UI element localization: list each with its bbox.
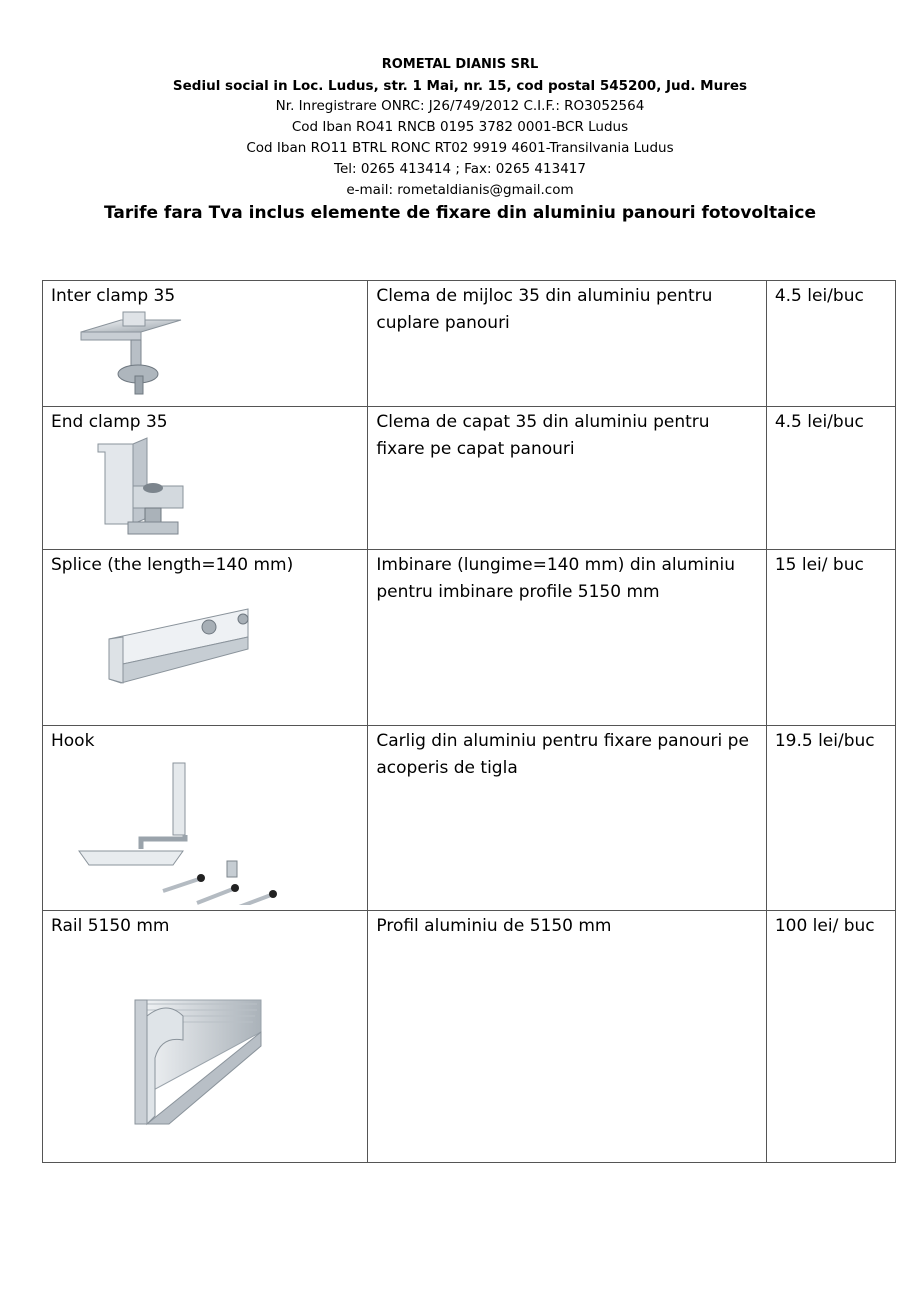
price-cell (766, 281, 895, 407)
product-name: End clamp 35 (51, 412, 168, 432)
price-cell (766, 726, 895, 911)
product-price-table (42, 280, 896, 1163)
product-price: 15 lei/ buc (774, 555, 864, 575)
product-price: 19.5 lei/buc (774, 731, 875, 751)
product-description: Profil aluminiu de 5150 mm (376, 916, 612, 936)
company-iban-1: Cod Iban RO41 RNCB 0195 3782 0001-BCR Ludus (291, 119, 629, 135)
company-registration: Nr. Inregistrare ONRC: J26/749/2012 C.I.F.: RO3052564 (275, 98, 645, 114)
price-cell (766, 550, 895, 726)
company-iban-2: Cod Iban RO11 BTRL RONC RT02 9919 4601-Transilvania Ludus (246, 140, 674, 156)
product-cell (43, 407, 368, 550)
description-cell (368, 281, 766, 407)
description-cell (368, 726, 766, 911)
product-cell (43, 281, 368, 407)
product-name: Hook (51, 731, 95, 751)
product-price: 4.5 lei/buc (774, 286, 864, 306)
product-cell (43, 911, 368, 1163)
table-row (43, 407, 896, 550)
product-cell (43, 726, 368, 911)
product-description: Clema de mijloc 35 din aluminiu pentru cuplare panouri (376, 286, 713, 333)
table-row (43, 550, 896, 726)
page-title: Tarife fara Tva inclus elemente de fixare din aluminiu panouri fotovoltaice (104, 203, 816, 223)
description-cell (368, 407, 766, 550)
rail-image (43, 940, 368, 1155)
product-description: Imbinare (lungime=140 mm) din aluminiu pentru imbinare profile 5150 mm (376, 555, 735, 602)
product-name: Inter clamp 35 (51, 286, 176, 306)
product-price: 100 lei/ buc (774, 916, 875, 936)
inter-clamp-image (43, 310, 368, 400)
price-cell (766, 911, 895, 1163)
description-cell (368, 911, 766, 1163)
company-email: e-mail: rometaldianis@gmail.com (346, 182, 574, 198)
product-description: Clema de capat 35 din aluminiu pentru fixare pe capat panouri (376, 412, 710, 459)
hook-image (43, 755, 368, 905)
splice-image (43, 579, 368, 719)
company-address: Sediul social in Loc. Ludus, str. 1 Mai, nr. 15, cod postal 545200, Jud. Mures (172, 78, 748, 94)
product-cell (43, 550, 368, 726)
product-name: Rail 5150 mm (51, 916, 170, 936)
description-cell (368, 550, 766, 726)
company-phone: Tel: 0265 413414 ; Fax: 0265 413417 (334, 161, 586, 177)
table-row (43, 726, 896, 911)
product-price: 4.5 lei/buc (774, 412, 864, 432)
price-cell (766, 407, 895, 550)
table-row (43, 911, 896, 1163)
product-name: Splice (the length=140 mm) (51, 555, 294, 575)
product-description: Carlig din aluminiu pentru fixare panouri pe acoperis de tigla (376, 731, 749, 778)
table-row (43, 281, 896, 407)
end-clamp-image (43, 436, 368, 544)
company-name: ROMETAL DIANIS SRL (381, 57, 539, 72)
